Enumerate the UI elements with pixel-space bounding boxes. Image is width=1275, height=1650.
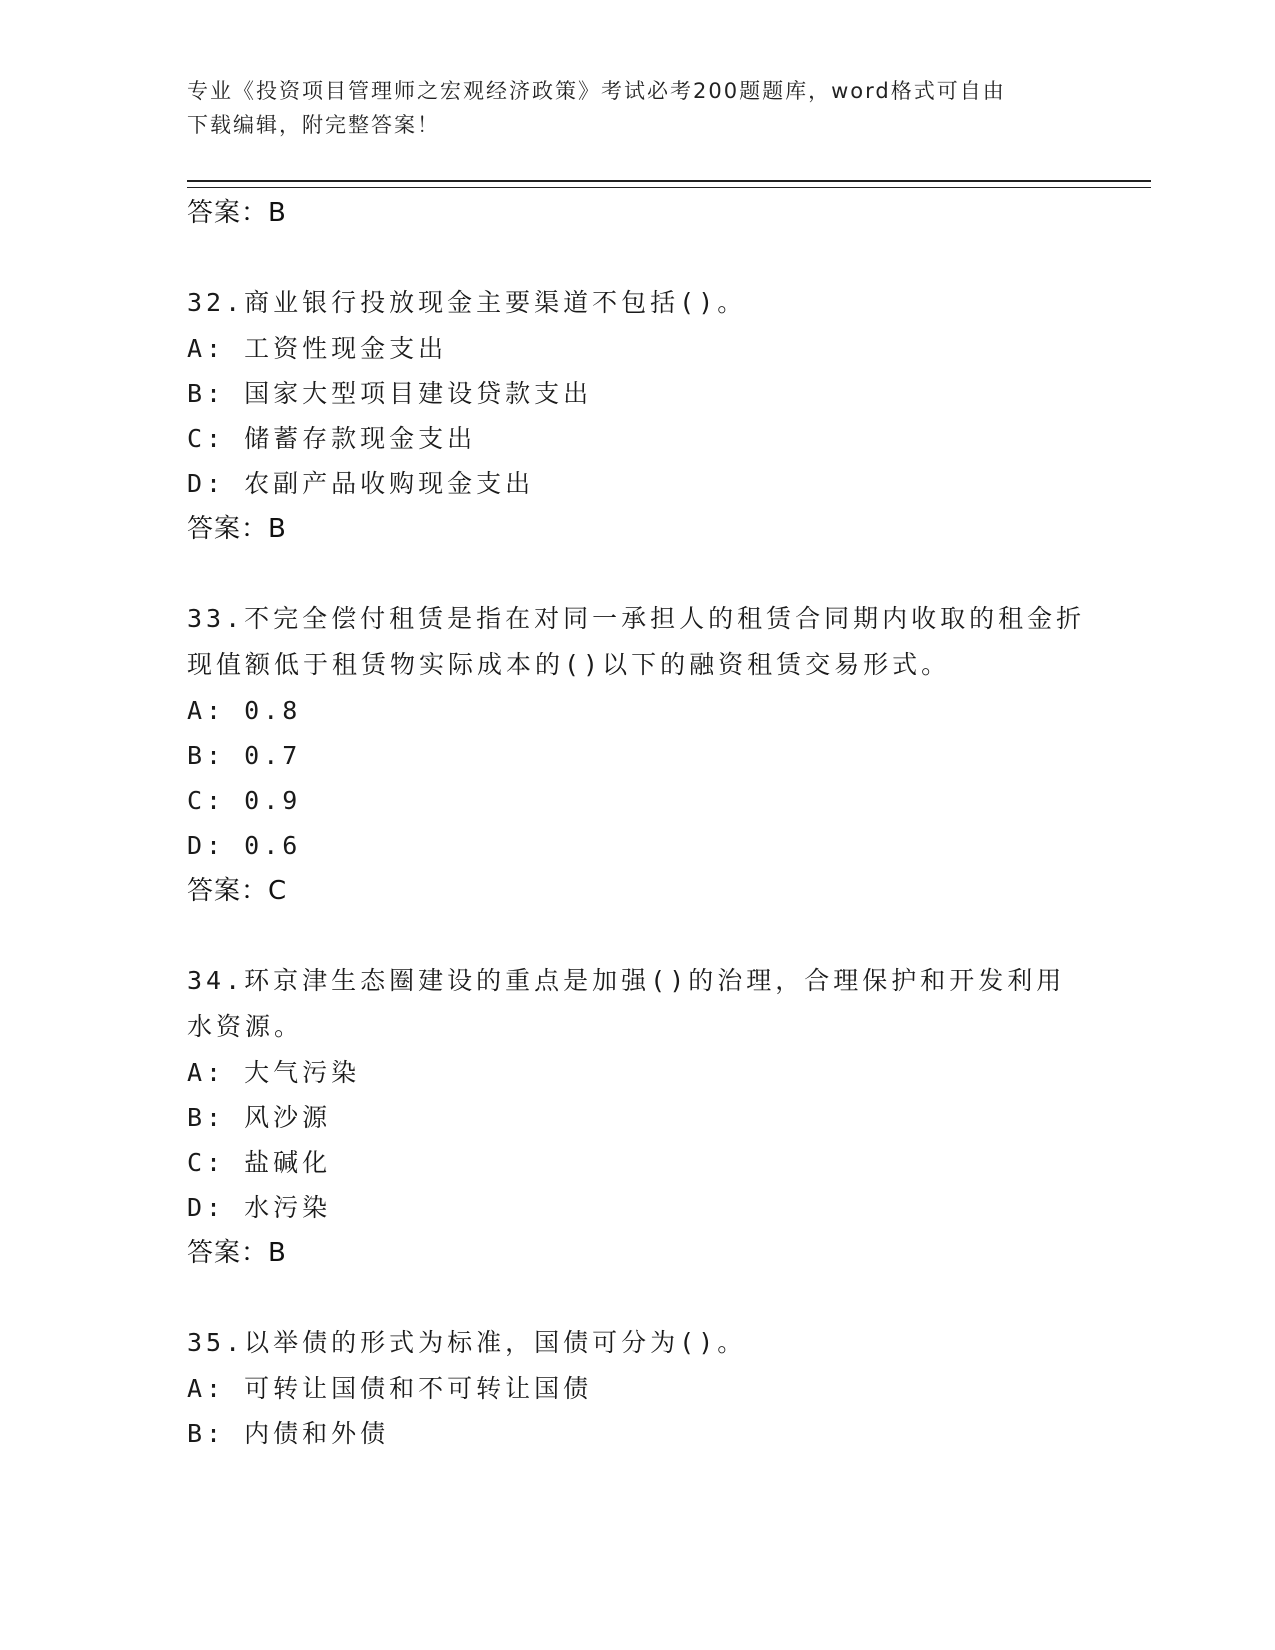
option-b: B: 风沙源 [187, 1103, 332, 1132]
answer-line: 答案：B [187, 198, 287, 228]
header-title-line-2: 下载编辑，附完整答案！ [187, 113, 440, 137]
question-stem: 34.环京津生态圈建设的重点是加强()的治理，合理保护和开发利用水资源。 [187, 966, 1066, 1041]
option-b: B: 0.7 [187, 741, 302, 770]
question-stem: 32.商业银行投放现金主要渠道不包括()。 [187, 288, 747, 317]
option-c: C: 0.9 [187, 786, 302, 815]
option-d: D: 水污染 [187, 1193, 332, 1222]
option-a: A: 大气污染 [187, 1058, 361, 1087]
question-35 [187, 1320, 1087, 1456]
option-d: D: 0.6 [187, 831, 302, 860]
question-32 [187, 280, 1087, 552]
option-b: B: 国家大型项目建设贷款支出 [187, 379, 593, 408]
document-header [187, 74, 1067, 142]
document-body [187, 190, 1087, 1456]
header-title-line-1: 专业《投资项目管理师之宏观经济政策》考试必考200题题库，word格式可自由 [187, 79, 1006, 103]
option-d: D: 农副产品收购现金支出 [187, 469, 535, 498]
option-b: B: 内债和外债 [187, 1419, 390, 1448]
option-a: A: 可转让国债和不可转让国债 [187, 1374, 593, 1403]
answer-line: 答案：B [187, 1238, 287, 1268]
option-a: A: 工资性现金支出 [187, 334, 448, 363]
option-c: C: 盐碱化 [187, 1148, 332, 1177]
question-stem: 35.以举债的形式为标准，国债可分为()。 [187, 1328, 747, 1357]
header-divider [187, 180, 1151, 188]
question-34 [187, 958, 1087, 1276]
option-c: C: 储蓄存款现金支出 [187, 424, 477, 453]
question-33 [187, 596, 1087, 914]
question-stem: 33.不完全偿付租赁是指在对同一承担人的租赁合同期内收取的租金折现值额低于租赁物实际成本的()以下的融资租赁交易形式。 [187, 604, 1086, 679]
answer-line: 答案：C [187, 876, 288, 906]
option-a: A: 0.8 [187, 696, 302, 725]
answer-line: 答案：B [187, 514, 287, 544]
